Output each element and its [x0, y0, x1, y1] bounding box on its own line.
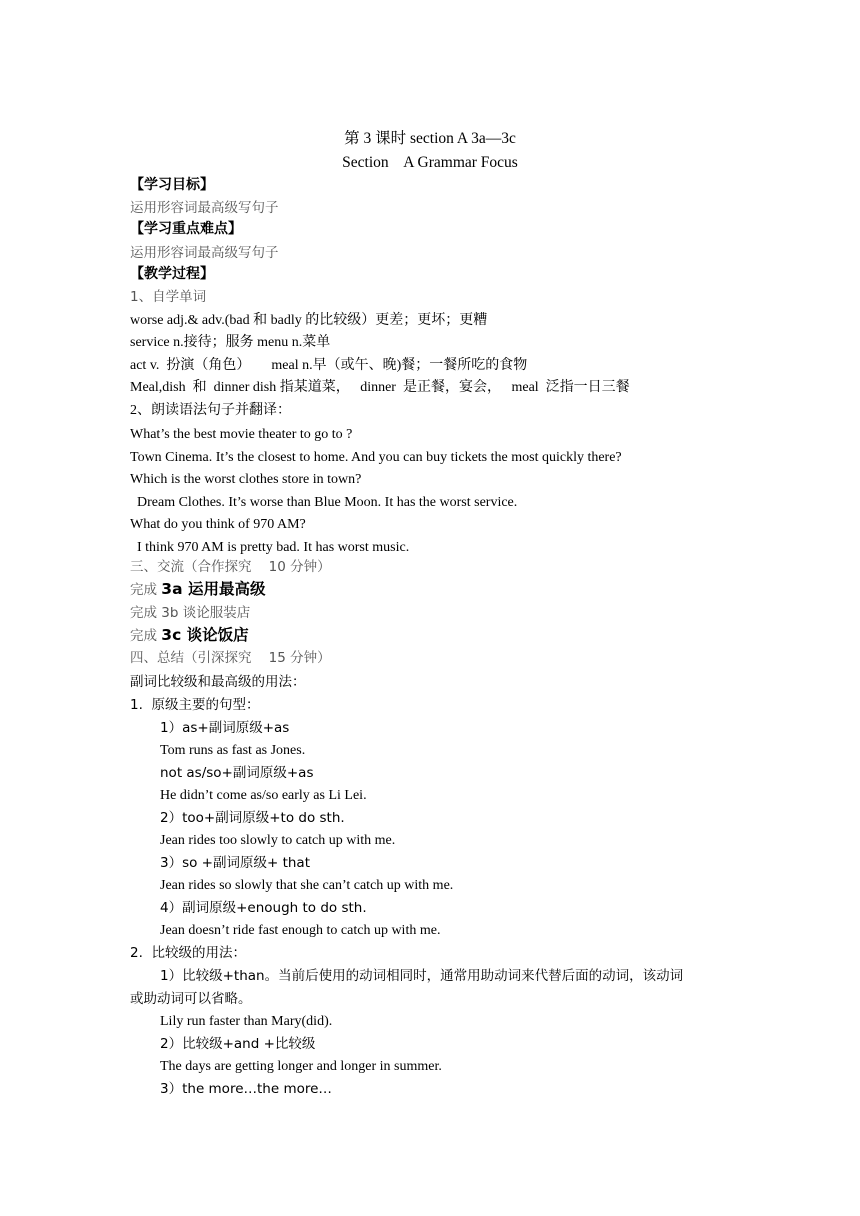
example-line: Jean rides so slowly that she can’t catch up with me.	[160, 878, 454, 893]
objectives-text: 运用形容词最高级写句子	[130, 200, 279, 216]
task-3c-bold: 3c 谈论饭店	[161, 626, 249, 644]
grammar-sentence: Dream Clothes. It’s worse than Blue Moon. It has the worst service.	[137, 495, 518, 510]
task-3c-prefix: 完成	[130, 628, 162, 644]
grammar-sentence: Town Cinema. It’s the closest to home. And you can buy tickets the most quickly there?	[130, 450, 622, 465]
self-study-words-label: 1、自学单词	[130, 289, 207, 305]
summary-heading: 四、总结（引深探究 15 分钟）	[130, 650, 331, 666]
lesson-title: 第 3 课时 section A 3a—3c	[344, 130, 516, 147]
point-heading: 2. 比较级的用法：	[130, 945, 246, 961]
teaching-process-heading: 【教学过程】	[130, 266, 214, 282]
pattern-line: 2）比较级+and +比较级	[160, 1036, 316, 1052]
pattern-line-continued: 或助动词可以省略。	[130, 991, 252, 1007]
point-heading: 1. 原级主要的句型：	[130, 697, 260, 713]
pattern-line: 3）the more…the more…	[160, 1081, 332, 1097]
example-line: Tom runs as fast as Jones.	[160, 743, 306, 758]
example-line: Jean doesn’t ride fast enough to catch up with me.	[160, 923, 441, 938]
key-points-heading: 【学习重点难点】	[130, 221, 242, 237]
vocab-line: service n.接待；服务 menu n.菜单	[130, 335, 331, 350]
grammar-sentence: I think 970 AM is pretty bad. It has worst music.	[137, 540, 410, 555]
pattern-line: not as/so+副词原级+as	[160, 765, 314, 781]
key-points-text: 运用形容词最高级写句子	[130, 245, 279, 261]
task-3a-prefix: 完成	[130, 582, 162, 598]
pattern-line: 1）as+副词原级+as	[160, 720, 290, 736]
vocab-line: Meal,dish 和 dinner dish 指某道菜， dinner 是正餐，宴会， meal 泛指一日三餐	[130, 380, 630, 395]
pattern-line: 2）too+副词原级+to do sth.	[160, 810, 345, 826]
task-3c	[130, 626, 249, 645]
task-3a	[130, 580, 265, 599]
example-line: He didn’t come as/so early as Li Lei.	[160, 788, 367, 803]
exchange-heading: 三、交流（合作探究 10 分钟）	[130, 559, 331, 575]
pattern-line: 3）so +副词原级+ that	[160, 855, 311, 871]
example-line: The days are getting longer and longer in summer.	[160, 1059, 442, 1074]
pattern-line: 1）比较级+than。当前后使用的动词相同时，通常用助动词来代替后面的动词，该动词	[160, 968, 684, 984]
pattern-line: 4）副词原级+enough to do sth.	[160, 900, 367, 916]
grammar-read-label: 2、朗读语法句子并翻译：	[130, 403, 291, 418]
grammar-sentence: Which is the worst clothes store in town?	[130, 472, 362, 487]
section-title: Section A Grammar Focus	[342, 154, 518, 171]
objectives-heading: 【学习目标】	[130, 177, 214, 193]
adverb-usage-intro: 副词比较级和最高级的用法：	[130, 674, 306, 690]
grammar-sentence: What do you think of 970 AM?	[130, 517, 306, 532]
task-3b: 完成 3b 谈论服装店	[130, 605, 251, 621]
grammar-sentence: What’s the best movie theater to go to ?	[130, 427, 353, 442]
example-line: Lily run faster than Mary(did).	[160, 1014, 333, 1029]
example-line: Jean rides too slowly to catch up with me.	[160, 833, 396, 848]
vocab-line: act v. 扮演（角色） meal n.早（或午、晚)餐；一餐所吃的食物	[130, 358, 528, 373]
task-3a-bold: 3a 运用最高级	[161, 580, 266, 598]
vocab-line: worse adj.& adv.(bad 和 badly 的比较级）更差；更坏；更糟	[130, 313, 488, 328]
